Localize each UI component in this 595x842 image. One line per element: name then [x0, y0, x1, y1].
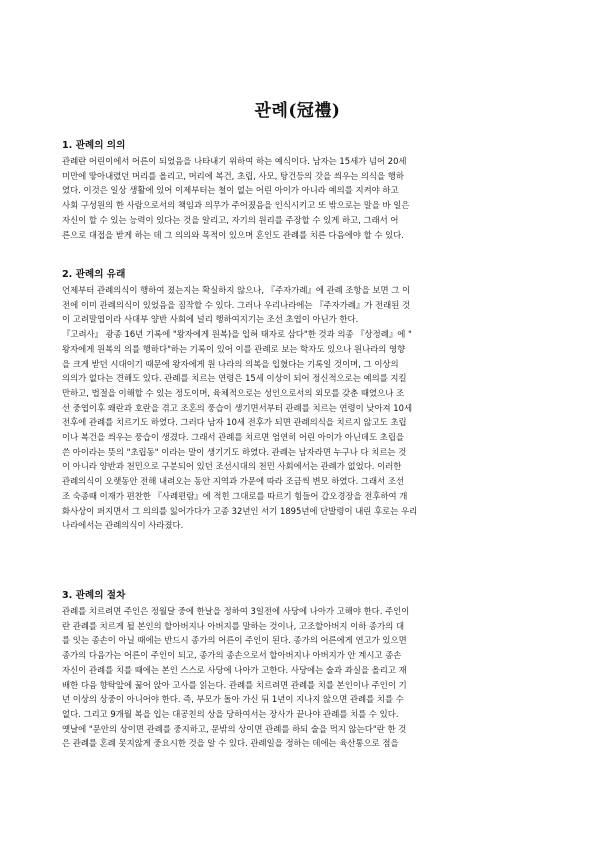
text-line: 자신이 관례를 치를 때에는 본인 스스로 사당에 나아가 고한다. 사당에는 술과 과실을 올리고 재 [62, 664, 407, 675]
text-line: 배한 다음 향탁앞에 꿇어 앉아 고사를 읽는다. 관례를 치르려면 관례를 치를 본인이나 주인이 기 [62, 679, 407, 690]
section-significance [62, 139, 535, 242]
text-line: 미만에 땋아내렸던 머리를 올리고, 머리에 복건, 초립, 사모, 탕건등의 갓을 씌우는 의식을 행하 [62, 170, 404, 181]
text-line: 왕자에게 원복의 의를 행하다"하는 기록이 있어 이를 관례로 보는 학자도 있으나 원나라의 영향 [62, 343, 406, 354]
text-line: 선 중엽이후 왜란과 호란을 겪고 조혼의 풍습이 생기면서부터 관례를 치르는 연령이 낮아져 10세 [62, 402, 413, 413]
text-line: 전에 이미 관례의식이 있었음을 짐작할 수 있다. 그러나 우리나라에는 『주자가례』가 전래된 것 [62, 299, 411, 310]
text-line: 조 숙종때 이재가 편찬한 『사례편람』에 적힌 그대로를 따르기 힘들어 갑오경장을 전후하여 개 [62, 490, 408, 501]
section-body [62, 154, 535, 242]
text-line: 언제부터 관례의식이 행하여 졌는지는 확실하지 않으나, 『주자가례』에 관례 조항을 보면 그 이 [62, 285, 411, 295]
section-heading: 3. 관례의 절차 [62, 590, 126, 601]
section-procedure [62, 589, 535, 751]
text-line: 이 아니라 양반과 천민으로 구분되어 있던 조선시대의 천민 사회에서는 관례가 없었다. 이러한 [62, 461, 402, 472]
text-line: 옛날에 "문안의 상이면 관례를 중지하고, 문밖의 상이면 관례를 하되 술을 먹지 않는다"란 한 것 [62, 723, 407, 734]
text-line: 나라에서는 관례의식이 사라졌다. [62, 520, 184, 531]
section-body [62, 283, 535, 533]
text-line: 였다. 이것은 일상 생활에 있어 이제부터는 철이 없는 어린 아이가 아니라 예의를 지켜야 하고 [62, 185, 399, 196]
text-line: 관례를 치르려면 주인은 정월달 중에 한날을 정하여 3일전에 사당에 나아가 고해야 한다. 주인이 [62, 606, 410, 616]
section-origin [62, 268, 535, 533]
text-line: 이나 복건을 씌우는 풍습이 생겼다. 그래서 관례를 치르면 엄연히 어린 아이가 아닌데도 초립을 [62, 432, 405, 443]
text-line: 『고려사』 광종 16년 기록에 "왕자에게 원복)을 입혀 태자로 삼다"한 것과 의종 『상정례』에 " [62, 329, 412, 340]
text-line: 만하고, 법절을 이해할 수 있는 정도이며, 육체적으로는 성인으로서의 외모를 갖춘 때였으나 조 [62, 387, 405, 398]
text-line: 없다. 그리고 9개월 복을 입는 대공친의 상을 당하여서는 장사가 끝나야 관례를 치를 수 있다. [62, 708, 399, 719]
section-heading: 1. 관례의 의의 [62, 140, 126, 151]
text-line: 른으로 대접을 받게 하는 데 그 의의와 목적이 있으며 혼인도 관례를 치른 다음에야 할 수 있다. [62, 229, 404, 240]
text-line: 관례의식이 오랫동안 전해 내려오는 동안 지역과 가문에 따라 조금씩 변모 하였다. 그래서 조선 [62, 476, 405, 487]
text-line: 사회 구성원의 한 사람으로서의 책임과 의무가 주어졌음을 인식시키고 또 밖으로는 말을 바 일은 [62, 200, 410, 211]
text-line: 종가의 다음가는 어른이 주인이 되고, 종가의 종손으로서 할아버지나 아버지가 안 계시고 종손 [62, 650, 402, 661]
page-title: 관례(冠禮) [254, 101, 341, 121]
text-line: 란 관례를 치르게 될 본인의 할아버지나 아버지를 말하는 것이나, 고조할아버지 이하 종가의 대 [62, 620, 405, 631]
text-line: 은 관례를 혼례 못지않게 중요시한 것을 알 수 있다. 관례일을 정하는 데에는 육산통으로 점을 [62, 738, 399, 749]
text-line: 을 크게 받던 시대이기 때문에 왕자에게 원 나라의 의복을 입혔다는 기록일 것이며, 그 이상의 [62, 358, 399, 369]
text-line: 이 고려말엽이라 사대부 양반 사회에 널리 행하여지기는 조선 초엽이 아닌가 한다. [62, 314, 359, 325]
section-heading: 2. 관례의 유래 [62, 269, 126, 280]
text-line: 화사상이 퍼지면서 그 의의를 잃어가다가 고종 32년인 서기 1895년에 단발령이 내린 후로는 우리 [62, 505, 418, 516]
text-line: 자신이 할 수 있는 능력이 있다는 것을 알리고, 자기의 원리를 주장할 수 있게 하고, 그래서 어 [62, 214, 399, 225]
text-line: 의의가 없다는 견해도 있다. 관례를 치르는 연령은 15세 이상이 되어 정신적으로는 예의를 지킬 [62, 373, 407, 384]
text-line: 년 이상의 상중이 아니어야 한다. 즉, 부모가 돌아 가신 뒤 1년이 지나지 않으면 관례를 치를 수 [62, 694, 404, 705]
section-body [62, 604, 535, 751]
text-line: 관례란 어린이에서 어른이 되었음을 나타내기 위하여 하는 예식이다. 남자는 15세가 넘어 20세 [62, 156, 407, 166]
text-line: 쓴 아이라는 뜻의 "초립동" 이라는 말이 생기기도 하였다. 관례는 남자라면 누구나 다 치르는 것 [62, 446, 407, 457]
text-line: 전후에 관례를 치르기도 하였다. 그러다 남자 10세 전후가 되면 관례의식을 치르지 않고도 초립 [62, 417, 407, 428]
text-line: 를 잇는 종손이 아닐 때에는 반드시 종가의 어른이 주인이 된다. 종가의 어른에게 연고가 있으면 [62, 635, 407, 646]
